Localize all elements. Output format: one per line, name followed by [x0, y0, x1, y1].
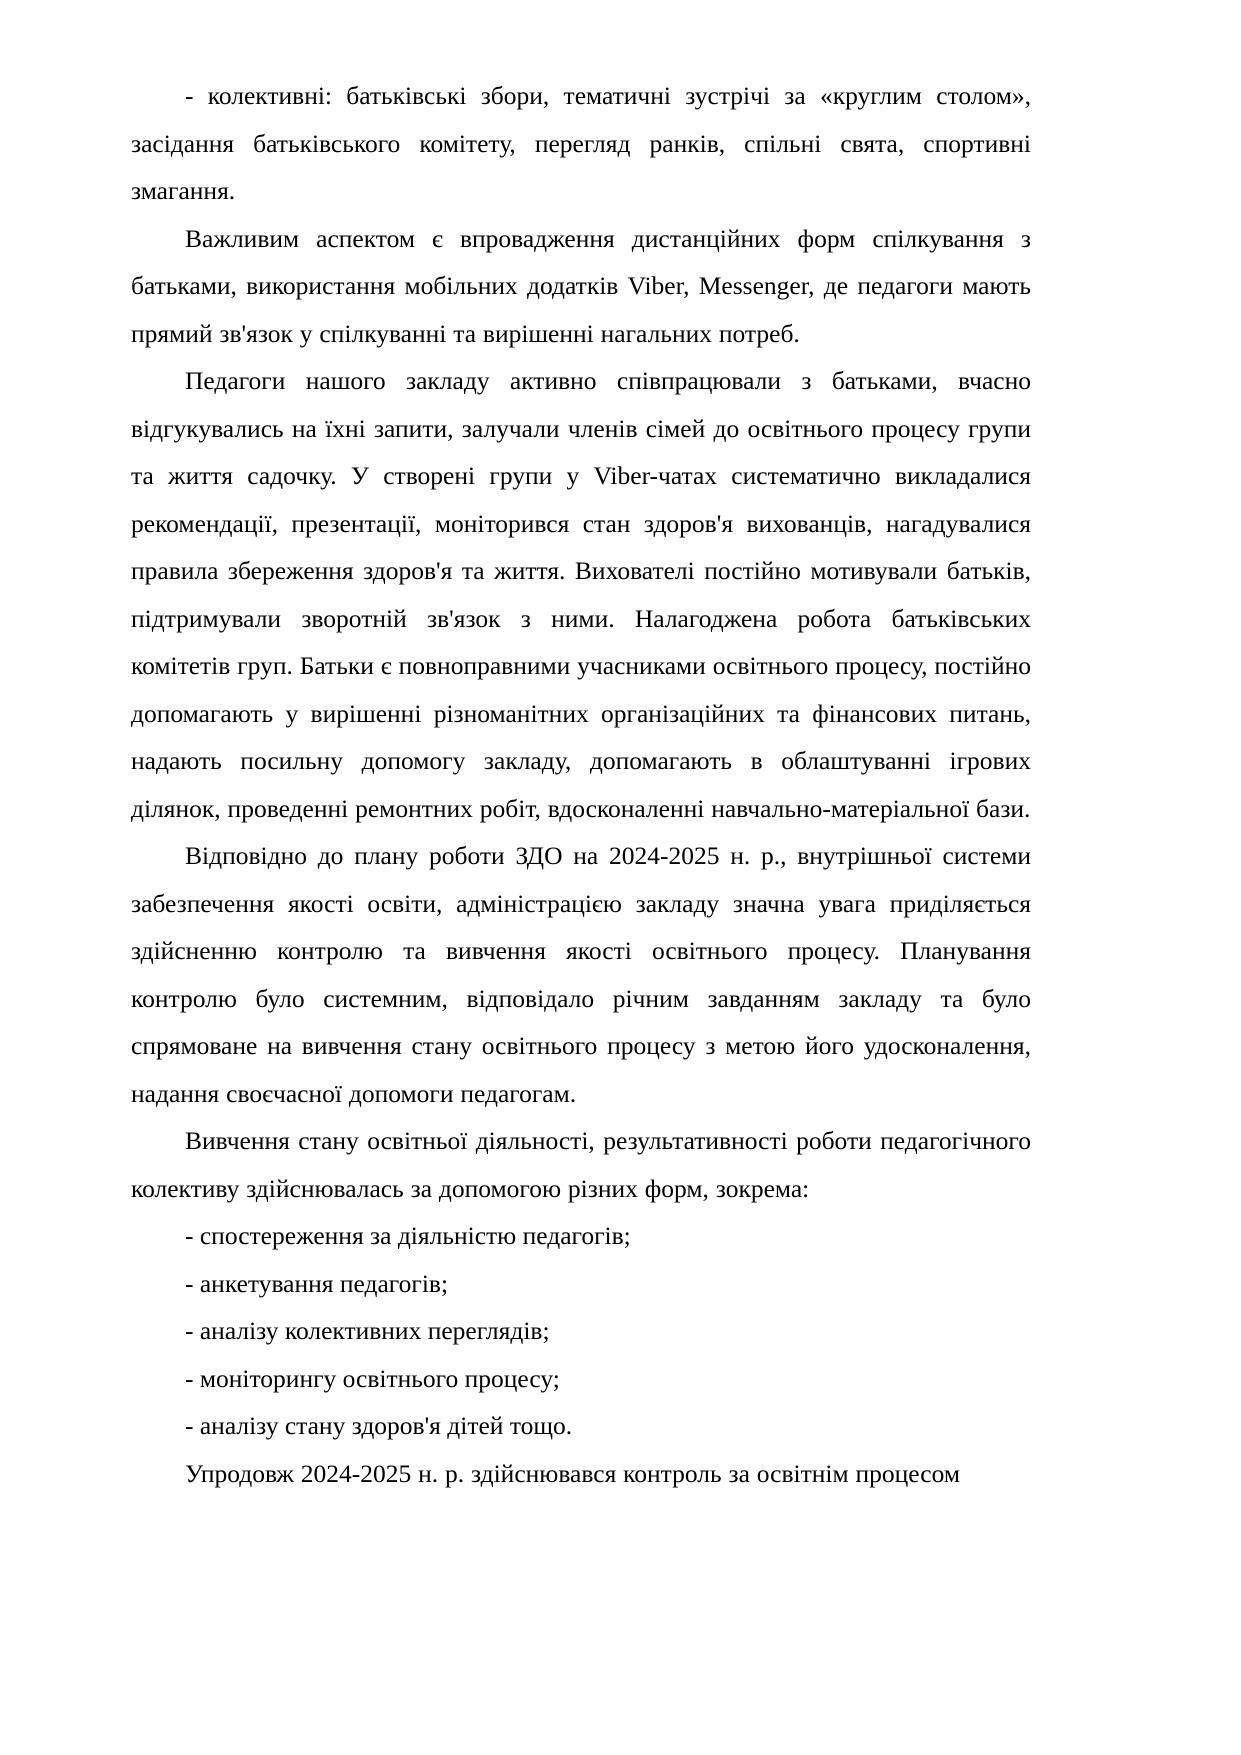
list-item-health-analysis: - аналізу стану здоров'я дітей тощо. [185, 1411, 573, 1440]
list-item-questionnaire: - анкетування педагогів; [185, 1268, 449, 1298]
paragraph-distance-forms: Важливим аспектом є впровадження дистанційних форм спілкування з батьками, використання мобільних додатків Viber, Messenger, де педагоги мають прямий зв'язок у спілкуванні та вирішенні нагальних потреб. [131, 223, 1031, 348]
list-item-monitoring: - моніторингу освітнього процесу; [185, 1363, 560, 1393]
paragraph-control-tail: Упродовж 2024-2025 н. р. здійснювався контроль за освітнім процесом [185, 1458, 960, 1488]
paragraph-work-plan: Відповідно до плану роботи ЗДО на 2024-2025 н. р., внутрішньої системи забезпечення якості освіти, адміністрацією закладу значна увага приділяється здійсненню контролю та вивчення якості освітнього процесу. Планування контролю було системним, відповідало річним завданням закладу та було спрямоване на вивчення стану освітнього процесу з метою його удосконалення, надання своєчасної допомоги педагогам. [131, 841, 1031, 1108]
text-column [131, 72, 1031, 1497]
list-item-observation: - спостереження за діяльністю педагогів; [185, 1221, 631, 1250]
paragraph-study-intro: Вивчення стану освітньої діяльності, результативності роботи педагогічного колективу здійснювалась за допомогою різних форм, зокрема: [131, 1126, 1031, 1203]
list-item-collective-review: - аналізу колективних переглядів; [185, 1316, 550, 1345]
paragraph-cooperation: Педагоги нашого закладу активно співпрацювали з батьками, вчасно відгукувались на їхні запити, залучали членів сімей до освітнього процесу групи та життя садочку. У створені групи у Viber-чатах систематично викладалися рекомендації, презентації, моніторився стан здоров'я вихованців, нагадувалися правила збереження здоров'я та життя. Вихователі постійно мотивували батьків, підтримували зворотній зв'язок з ними. Налагоджена робота батьківських комітетів груп. Батьки є повноправними учасниками освітнього процесу, постійно допомагають у вирішенні різноманітних організаційних та фінансових питань, надають посильну допомогу закладу, допомагають в облаштуванні ігрових ділянок, проведенні ремонтних робіт, вдосконаленні навчально-матеріальної бази. [131, 366, 1031, 823]
paragraph-collective-forms: - колективні: батьківські збори, тематичні зустрічі за «круглим столом», засідання батьківського комітету, перегляд ранків, спільні свята, спортивні змагання. [131, 81, 1031, 205]
